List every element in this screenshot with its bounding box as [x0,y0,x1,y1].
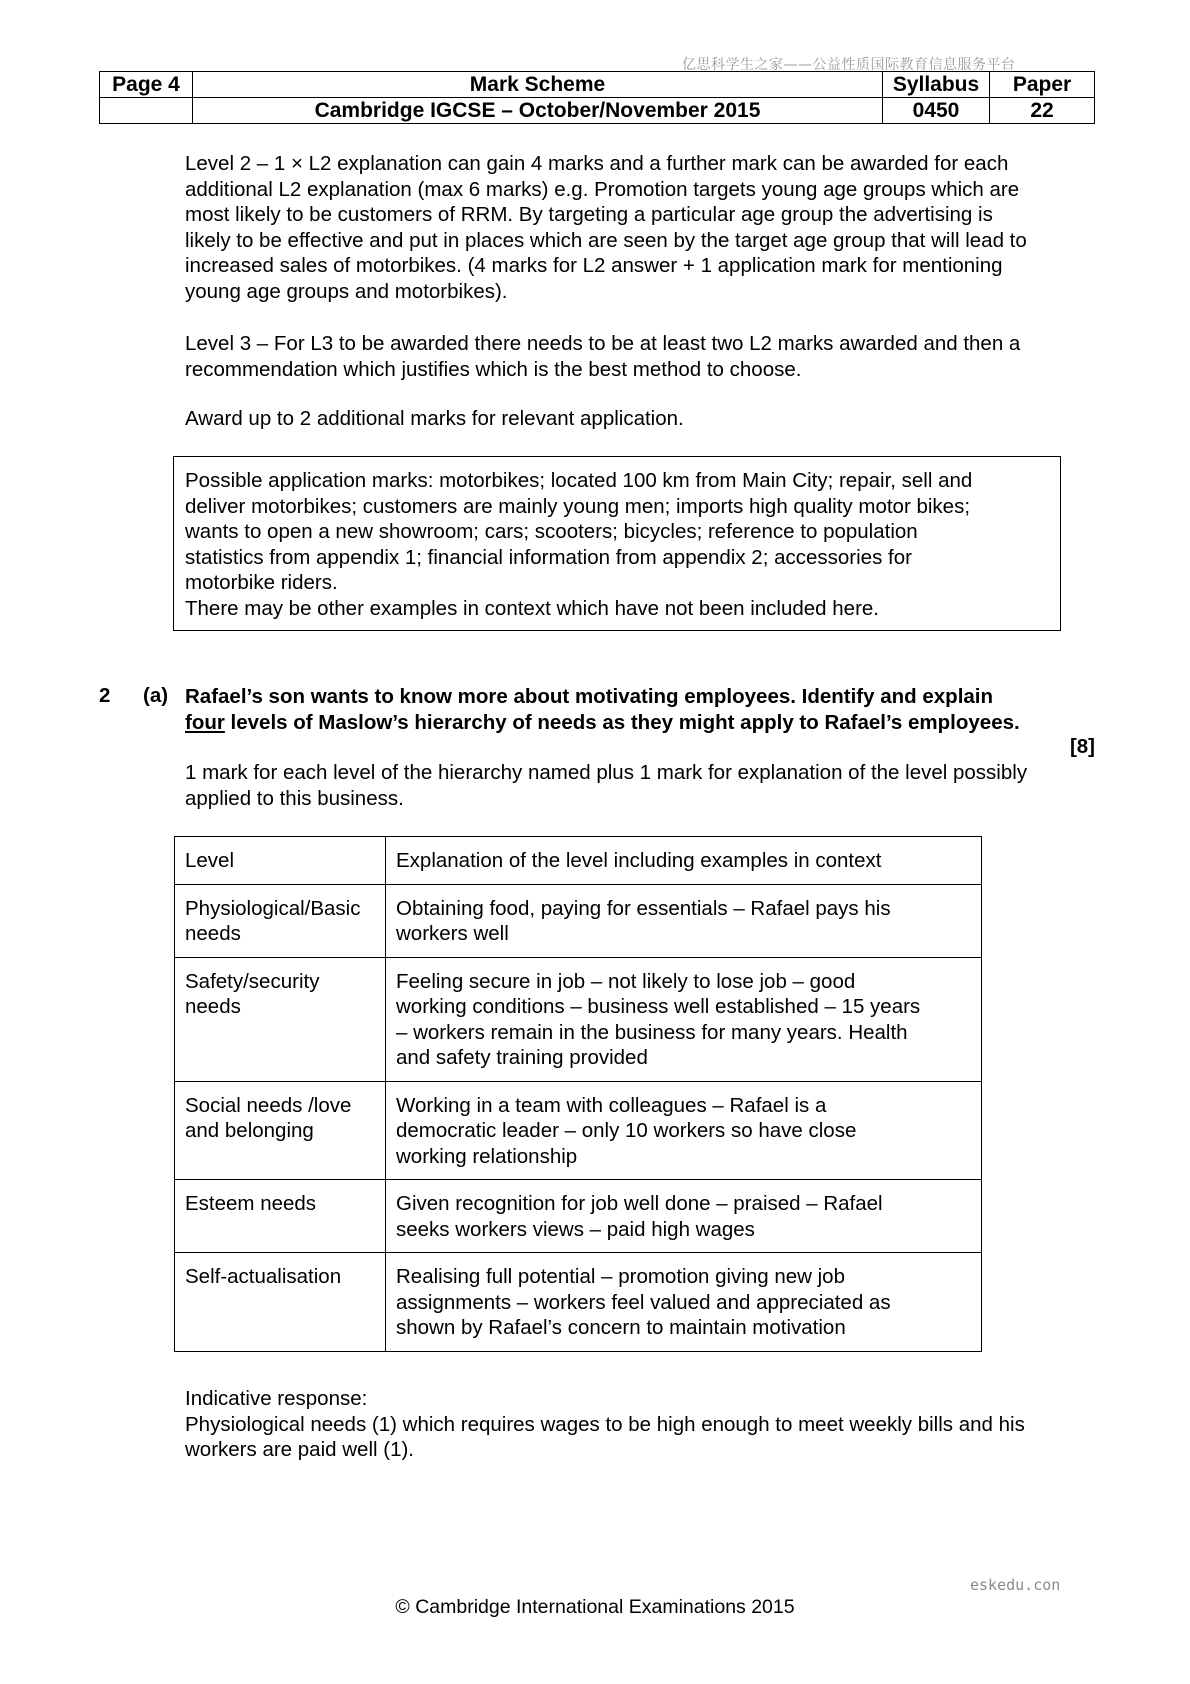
watermark-bottom: eskedu.con [970,1576,1061,1594]
level-cell [175,884,386,957]
explanation-cell [386,1081,982,1180]
text-line: and belonging [185,1119,314,1142]
text-line: Safety/security [185,969,320,993]
table-row [175,884,982,957]
text-line: 1 mark for each level of the hierarchy named plus 1 mark for explanation of the level possibly [185,761,1028,784]
paper-number: 22 [990,98,1095,124]
header-title: Mark Scheme [193,72,883,98]
text-line: increased sales of motorbikes. (4 marks for L2 answer + 1 application mark for mentioning [185,254,1003,277]
page-number: Page 4 [100,72,193,98]
text-line: additional L2 explanation (max 6 marks) e.g. Promotion targets young age groups which are [185,177,1020,201]
level-cell [175,1253,386,1352]
text-line: workers well [396,922,509,945]
syllabus-label: Syllabus [883,72,990,98]
text-line: working relationship [396,1144,578,1168]
text-line: working conditions – business well established – 15 years [396,995,921,1018]
question-line-rest: levels of Maslow’s hierarchy of needs as they might apply to Rafael’s employees. [224,710,1020,734]
level3-paragraph [185,331,1105,382]
question-line: Rafael’s son wants to know more about motivating employees. Identify and explain [185,685,994,708]
text-line: Level 3 – For L3 to be awarded there needs to be at least two L2 marks awarded and then a [185,332,1021,355]
text-line: Esteem needs [185,1192,317,1215]
text-line: most likely to be customers of RRM. By targeting a particular age group the advertising is [185,203,993,226]
level2-paragraph [185,151,1105,304]
text-line: Physiological/Basic [185,896,361,920]
maslow-levels-table [174,836,982,1352]
explanation-cell [386,957,982,1081]
text-line: applied to this business. [185,786,404,810]
table-row [175,957,982,1081]
text-line: Physiological needs (1) which requires wages to be high enough to meet weekly bills and his [185,1412,1025,1436]
paper-label: Paper [990,72,1095,98]
syllabus-code: 0450 [883,98,990,124]
text-line: There may be other examples in context which have not been included here. [185,596,879,620]
text-line: workers are paid well (1). [185,1438,414,1461]
text-line: Given recognition for job well done – praised – Rafael [396,1192,883,1215]
mark-guidance [185,760,1105,811]
indicative-response [185,1386,1105,1463]
text-line: statistics from appendix 1; financial information from appendix 2; accessories for [185,545,912,569]
text-line: Working in a team with colleagues – Rafael is a [396,1093,827,1117]
application-marks-box [173,456,1061,631]
question-part: (a) [143,684,169,707]
question-marks: [8] [1069,735,1095,758]
text-line: motorbike riders. [185,571,338,594]
question-text [185,684,1095,735]
table-row [175,1081,982,1180]
level-cell [175,957,386,1081]
copyright-footer: © Cambridge International Examinations 2015 [395,1596,795,1618]
text-line: and safety training provided [396,1046,648,1069]
underlined-word: four [185,710,225,734]
text-line: young age groups and motorbikes). [185,279,508,303]
watermark-top: 亿思科学生之家——公益性质国际教育信息服务平台 [682,57,1016,73]
level-cell [175,1081,386,1180]
table-row [175,1180,982,1253]
column-header-explanation: Explanation of the level including examples in context [386,837,982,885]
table-header-row [175,837,982,885]
text-line: Possible application marks: motorbikes; located 100 km from Main City; repair, sell and [185,469,973,492]
text-line: Level 2 – 1 × L2 explanation can gain 4 marks and a further mark can be awarded for each [185,152,1009,175]
question-line [185,710,1095,736]
text-line: needs [185,922,241,945]
text-line: Obtaining food, paying for essentials – Rafael pays his [396,896,891,920]
text-line: – workers remain in the business for many years. Health [396,1020,908,1044]
explanation-cell [386,1253,982,1352]
text-line: recommendation which justifies which is the best method to choose. [185,357,802,381]
column-header-level: Level [175,837,386,885]
question-number: 2 [99,684,111,707]
table-row [175,1253,982,1352]
text-line: Social needs /love [185,1093,352,1117]
level-cell [175,1180,386,1253]
indicative-label: Indicative response: [185,1387,368,1410]
text-line: assignments – workers feel valued and appreciated as [396,1290,891,1314]
text-line: wants to open a new showroom; cars; scooters; bicycles; reference to population [185,520,918,543]
text-line: Self-actualisation [185,1265,342,1288]
header-blank-cell [100,98,193,124]
text-line: democratic leader – only 10 workers so have close [396,1119,857,1142]
text-line: shown by Rafael’s concern to maintain motivation [396,1316,846,1339]
text-line: deliver motorbikes; customers are mainly young men; imports high quality motor bikes; [185,494,971,518]
text-line: Realising full potential – promotion giving new job [396,1265,845,1288]
page-header-table [99,71,1095,124]
exam-name: Cambridge IGCSE – October/November 2015 [193,98,883,124]
explanation-cell [386,1180,982,1253]
text-line: Feeling secure in job – not likely to lose job – good [396,969,856,993]
text-line: likely to be effective and put in places which are seen by the target age group that will lead to [185,228,1027,252]
text-line: seeks workers views – paid high wages [396,1217,755,1241]
text-line: needs [185,995,241,1018]
award-paragraph: Award up to 2 additional marks for relevant application. [185,407,684,430]
explanation-cell [386,884,982,957]
